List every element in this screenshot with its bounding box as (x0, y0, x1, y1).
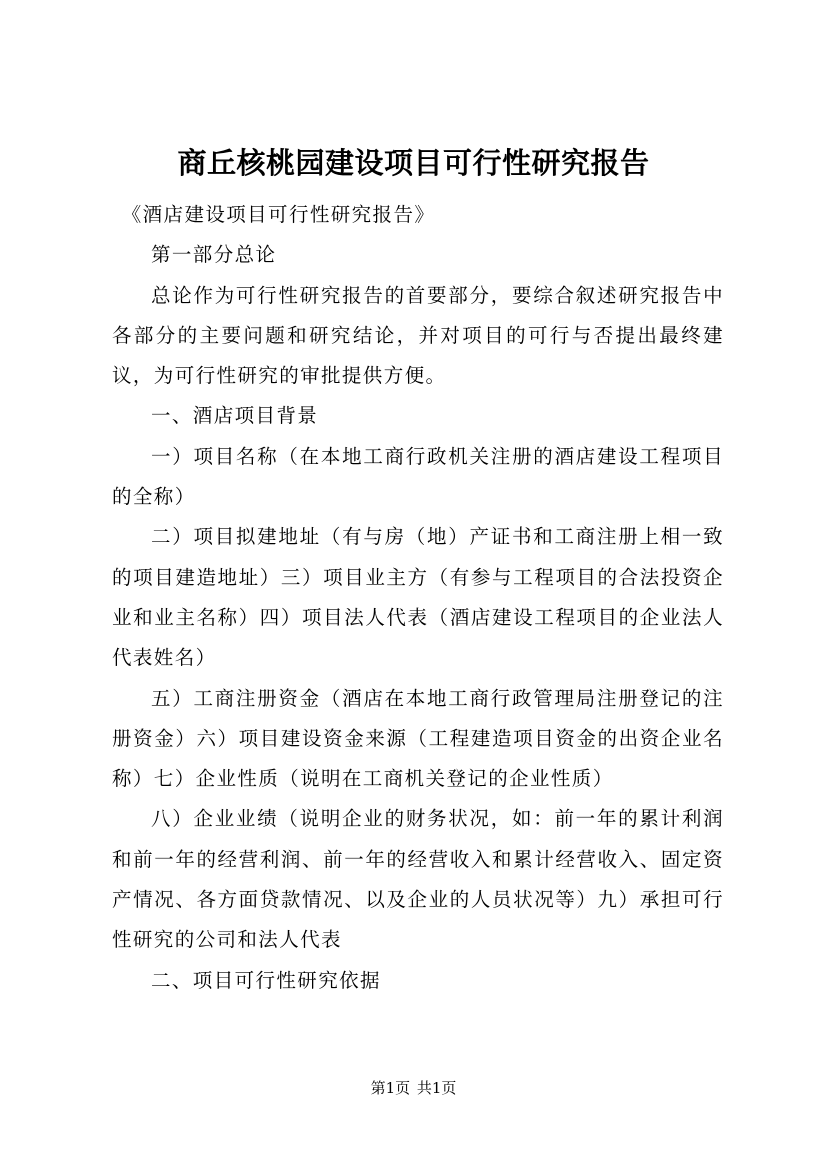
document-body (112, 195, 724, 1001)
paragraph-project-name: 一）项目名称（在本地工商行政机关注册的酒店建设工程项目的全称） (112, 444, 724, 509)
paragraph-performance: 八）企业业绩（说明企业的财务状况，如：前一年的累计利润和前一年的经营利润、前一年的经营收入和累计经营收入、固定资产情况、各方面贷款情况、以及企业的人员状况等）九）承担可行性研究的公司和法人代表 (112, 807, 724, 952)
paragraph-report-name: 《酒店建设项目可行性研究报告》 (121, 203, 436, 226)
paragraph-registered-capital: 五）工商注册资金（酒店在本地工商行政管理局注册登记的注册资金）六）项目建设资金来源（工程建造项目资金的出资企业名称）七）企业性质（说明在工商机关登记的企业性质） (112, 686, 724, 791)
paragraph-background-heading: 一、酒店项目背景 (151, 404, 319, 428)
paragraph-overview: 总论作为可行性研究报告的首要部分，要综合叙述研究报告中各部分的主要问题和研究结论，并对项目的可行与否提出最终建议，为可行性研究的审批提供方便。 (112, 283, 724, 388)
page-footer: 第1页 共1页 (370, 1079, 457, 1097)
paragraph-basis-heading: 二、项目可行性研究依据 (151, 968, 381, 992)
paragraph-project-address: 二）项目拟建地址（有与房（地）产证书和工商注册上相一致的项目建造地址）三）项目业主方（有参与工程项目的合法投资企业和业主名称）四）项目法人代表（酒店建设工程项目的企业法人代表姓名） (112, 525, 724, 670)
document-title: 商丘核桃园建设项目可行性研究报告 (177, 146, 650, 180)
paragraph-section-heading: 第一部分总论 (151, 243, 277, 267)
